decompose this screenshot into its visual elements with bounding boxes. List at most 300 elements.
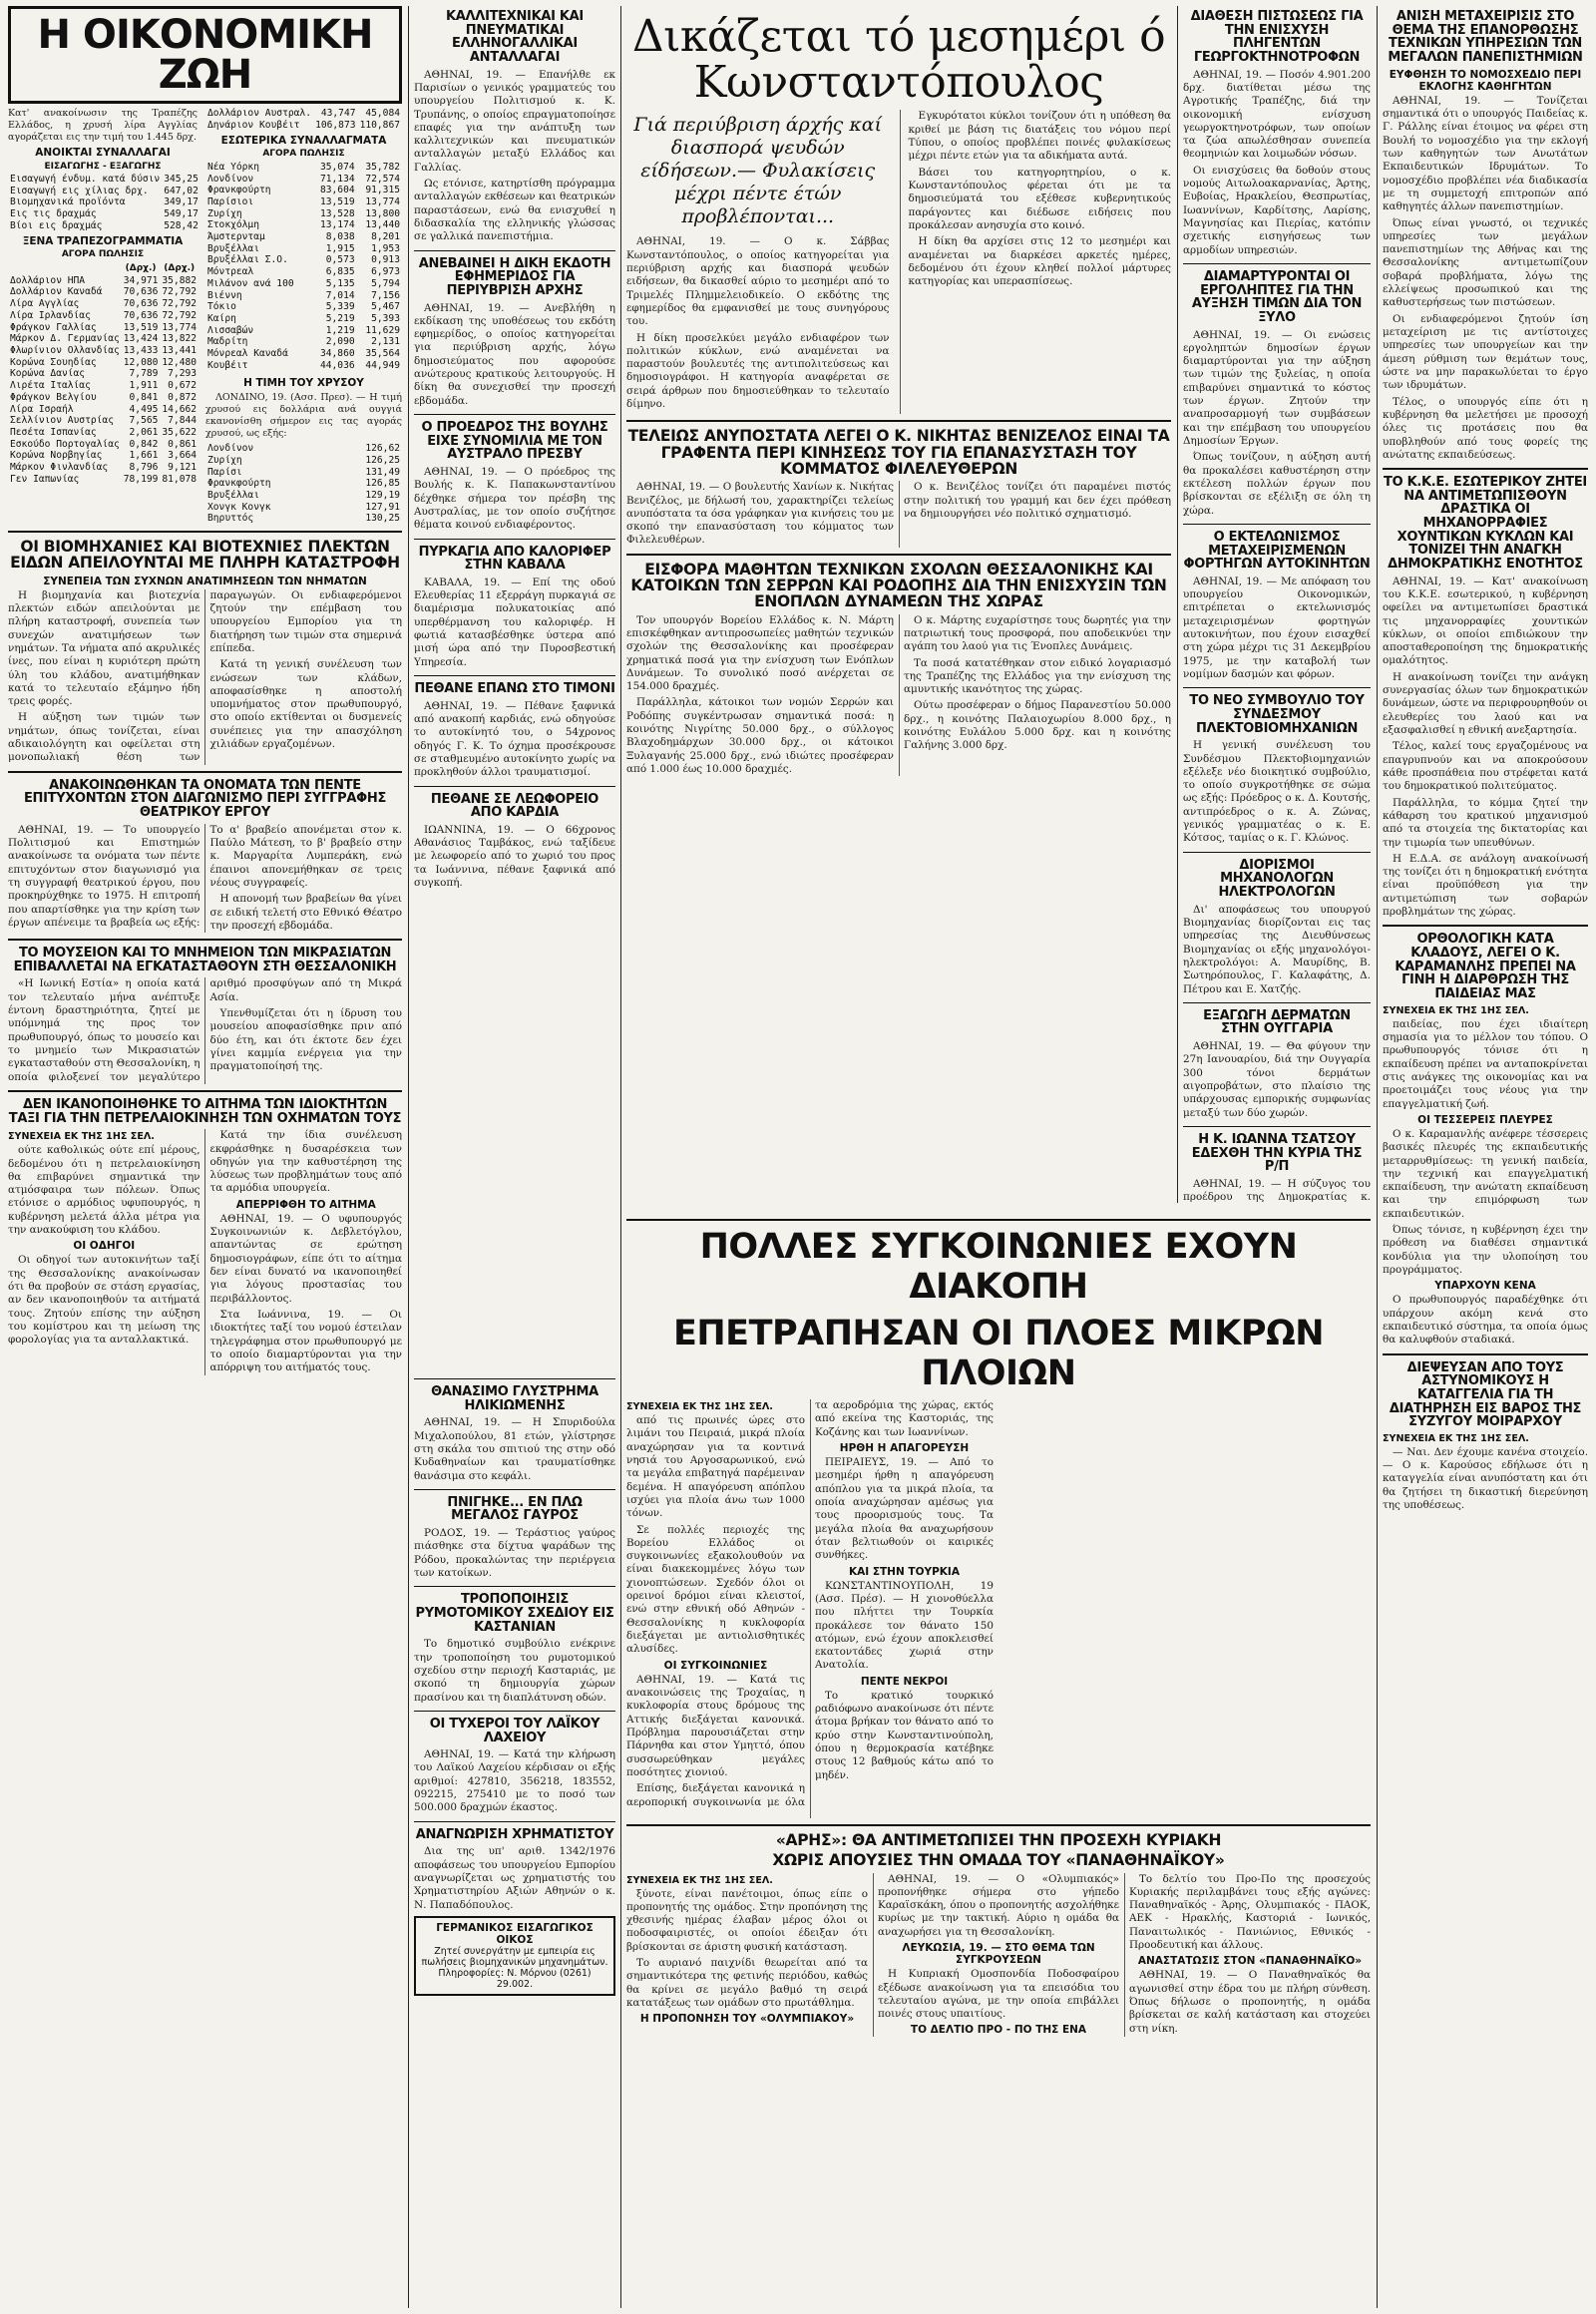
table-row [205, 219, 402, 231]
c4-a1-p2: Οι ενισχύσεις θα δοθούν στους νομούς Αιτωλοακαρνανίας, Άρτης, Ευβοίας, Ηρακλείου, Θεσπρωτίας, Ιωαννίνων, Καρδίτσης, Λαρίσης, Μαγνησίας και Πιερίας, κατόπιν σχετικής εισηγήσεως των αρμοδίων υπηρεσιών. [1183, 164, 1371, 256]
c1-a4-p2: Οι οδηγοί των αυτοκινήτων ταξί της Θεσσαλονίκης ανακοίνωσαν ότι θα προβούν σε στάση εργασίας, αν δεν ικανοποιηθούν τα αιτήματά τους. Ζητούν επίσης την αύξηση του κομίστρου και τη μείωση της φορολογίας για τα ανταλλακτικά. [8, 1254, 200, 1347]
advertisement-box [414, 1916, 615, 1996]
table-row [205, 185, 402, 196]
row-value: 72,574 [365, 173, 400, 185]
row-value: 12,080 [123, 356, 159, 368]
row-value: 126,25 [365, 454, 400, 466]
row-label: Μόντρεαλ [207, 266, 254, 278]
c5-a1-sub: ΕΥΦΘΗΣΗ ΤΟ ΝΟΜΟΣΧΕΔΙΟ ΠΕΡΙ ΕΚΛΟΓΗΣ ΚΑΘΗΓΗΤΩΝ [1389, 68, 1582, 93]
c5-a3-sub: ΟΙ ΤΕΣΣΕΡΕΙΣ ΠΛΕΥΡΕΣ [1417, 1113, 1553, 1126]
spread-sub2: ΗΡΘΗ Η ΑΠΑΓΟΡΕΥΣΗ [839, 1441, 970, 1454]
spread-p6: ΚΩΝΣΤΑΝΤΙΝΟΥΠΟΛΗ, 19 (Ασσ. Πρέσ). — Η χιονοθύελλα που πλήττει την Τουρκία προκάλεσε τον θάνατο 150 ατόμων, ενώ έχουν αποκλεισθεί εκατοντάδες χωριά στην Ανατολία. [815, 1579, 994, 1672]
row-label: Βηρυττός [207, 513, 254, 525]
spread-p5: ΠΕΙΡΑΙΕΥΣ, 19. — Από το μεσημέρι ήρθη η απαγόρευση απόπλου για τα μικρά πλοία, τα οποία αναχώρησαν αμέσως για τους προορισμούς τους. Τα μεγάλα πλοία θα αναχωρήσουν όταν βελτιωθούν οι καιρικές συνθήκες. [815, 1456, 994, 1562]
row-label: Παρίσιοι [207, 195, 254, 207]
c2-a11-p1: Δια της υπ' αριθ. 1342/1976 αποφάσεως του υπουργείου Εμπορίου αναγνωρίζεται ως χρηματιστής του Χρηματιστηρίου Αξιών Αθηνών ο κ. Ν. Παπαδόπουλος. [414, 1845, 615, 1911]
table-row [8, 474, 199, 486]
c4-a5-p1: Δι' αποφάσεως του υπουργού Βιομηχανίας διορίζονται εις τας υπηρεσίας της Διευθύνσεως Βιομηχανίας οι εξής μηχανολόγοι-ηλεκτρολόγοι: Α. Μαυρίδης, Β. Σωτηρόπουλος, Γ. Καλαφάτης, Δ. Πέτρου και Ε. Χατζής. [1183, 903, 1371, 995]
row-label: Δολλάριον ΗΠΑ [10, 274, 86, 286]
row-value: 0,913 [371, 254, 400, 266]
main-deck: Γιά περιύβριση άρχής καί διασπορά ψευδών είδήσεων.— Φυλακίσεις μέχρι πέντε έτών προβλέπονται... [633, 114, 883, 227]
row-value: 7,565 [129, 415, 159, 427]
c5-a3-p1: παιδείας, που έχει ιδιαίτερη σημασία για το μέλλον του τόπου. Ο πρωθυπουργός τόνισε ότι η εκπαίδευση πρέπει να ανταποκρίνεται στις ανάγκες της οικονομίας και να προετοιμάζει τους νέους για την επαγγελματική ζωή. [1383, 1017, 1588, 1110]
market-table-3 [205, 162, 402, 372]
c5-a2-title: ΤΟ Κ.Κ.Ε. ΕΣΩΤΕΡΙΚΟΥ ΖΗΤΕΙ ΝΑ ΑΝΤΙΜΕΤΩΠΙΣΘΟΥΝ ΔΡΑΣΤΙΚΑ ΟΙ ΜΗΧΑΝΟΡΡΑΦΙΕΣ ΧΟΥΝΤΙΚΩΝ ΚΥΚΛΩΝ ΚΑΙ ΤΟΝΙΖΕΙ ΤΗΝ ΑΝΑΓΚΗ ΔΗΜΟΚΡΑΤΙΚΗΣ ΕΝΟΤΗΤΟΣ [1384, 475, 1587, 572]
row-value: 71,134 [319, 173, 355, 185]
table-row [205, 478, 402, 490]
table-row [205, 467, 402, 479]
table-row [8, 404, 199, 416]
row-label: Παρίσι [207, 466, 242, 478]
c3-p1: ΑΘΗΝΑΙ, 19. — Ο κ. Σάββας Κωνσταντόπουλος, ο οποίος κατηγορείται για περιύβριση αρχής και διασπορά ψευδών ειδήσεων, θα δικασθεί αύριο το μεσημέρι από το Τριμελές Πλημμελειοδικείο. Ο εκδότης της εφημερίδος θα εμφανισθεί με τους συνηγόρους του. [626, 235, 890, 328]
market-section3-sub: ΑΓΟΡΑ ΠΩΛΗΣΙΣ [262, 149, 345, 160]
row-label: Εσκούδο Πορτογαλίας [10, 438, 120, 450]
c5-a1-title: ΑΝΙΣΗ ΜΕΤΑΧΕΙΡΙΣΙΣ ΣΤΟ ΘΕΜΑ ΤΗΣ ΕΠΑΝΟΡΘΩΣΗΣ ΤΕΧΝΙΚΩΝ ΥΠΗΡΕΣΙΩΝ ΤΩΝ ΜΕΓΑΛΩΝ ΠΑΝΕΠΙΣΤΗΜΙΩΝ [1388, 9, 1583, 65]
row-label: Άμστερνταμ [207, 231, 265, 243]
table-row [205, 443, 402, 455]
row-label: Λιρέτα Ιταλίας [10, 380, 91, 392]
c4-a6-p1: ΑΘΗΝΑΙ, 19. — Θα φύγουν την 27η Ιανουαρίου, διά την Ουγγαρία 300 τόνοι δερμάτων αιγοπροβάτων, στο πλαίσιο της υπάρχουσας εμπορικής συμφωνίας μεταξύ των δύο χωρών. [1183, 1040, 1371, 1119]
table-row [8, 322, 199, 334]
row-label: Μόνρεαλ Καναδά [207, 348, 288, 360]
c1-a1-p2: Η αύξηση των τιμών των νημάτων, όπως τονίζεται, είναι αδικαιολόγητη και οφείλεται στη μονοπωλιακή θέση των παραγωγών. Οι ενδιαφερόμενοι ζητούν την επέμβαση του υπουργείου Εμπορίου για τη διατήρηση των τιμών στα σημερινά επίπεδα. [8, 588, 402, 764]
c5-a2-p1: ΑΘΗΝΑΙ, 19. — Κατ' ανακοίνωση του Κ.Κ.Ε. εσωτερικού, η κυβέρνηση οφείλει να αντιμετωπίσει δραστικά τις μηχανορραφίες χουντικών κύκλων, οι οποίοι επιδιώκουν την αποσταθεροποίηση της δημοκρατικής ομαλότητος. [1383, 575, 1588, 667]
c1-a1-p1: Η βιομηχανία και βιοτεχνία πλεκτών ειδών απειλούνται με πλήρη καταστροφή, συνεπεία των συνεχών ανατιμήσεων των νημάτων. Τα νήματα από ακρυλικές ίνες, που είναι η κυριότερη πρώτη ύλη του κλάδου, ανατιμήθηκαν κατά το τελευταίο εξάμηνο ήδη τρεις φορές. [8, 588, 200, 708]
row-value: 2,090 [325, 336, 355, 348]
row-value: 9,121 [168, 462, 198, 474]
c3-a2-p2: Ο κ. Βενιζέλος τονίζει ότι παραμένει πιστός στην πολιτική του γραμμή και δεν έχει πρόθεση να δημιουργήσει νέο πολιτικό σχηματισμό. [904, 481, 1171, 520]
c3-p5: Η δίκη θα αρχίσει στις 12 το μεσημέρι και αναμένεται να διαρκέσει αρκετές ημέρες, δεδομένου ότι έχουν κληθεί πολλοί μάρτυρες κατηγορίας και υπερασπίσεως. [908, 235, 1171, 288]
row-value: 13,433 [123, 344, 159, 356]
sports-p2: Το αυριανό παιχνίδι θεωρείται από τα σημαντικότερα της φετινής περιόδου, καθώς θα κρίνει σε μεγάλο βαθμό τη σειρά κατατάξεως των ομάδων στο πρωτάθλημα. [626, 1957, 868, 2010]
row-value: 34,971 [123, 274, 159, 286]
c5-a2-p4: Παράλληλα, το κόμμα ζητεί την κάθαρση του κρατικού μηχανισμού από τα στοιχεία της δικτατορίας και την τιμωρία των υπευθύνων. [1383, 796, 1588, 849]
row-value: 5,339 [325, 301, 355, 313]
row-label: Νέα Υόρκη [207, 161, 259, 173]
c5-a1-p1: ΑΘΗΝΑΙ, 19. — Τονίζεται σημαντικά ότι ο υπουργός Παιδείας κ. Γ. Ράλλης είναι έτοιμος να φέρει στη Βουλή το νομοσχέδιο για την εκλογή των καθηγητών των Ανωτάτων Εκπαιδευτικών Ιδρυμάτων. Το νομοσχέδιο προβλέπει νέα διαδικασία με τη συμμετοχή επιτροπών από καθηγητές άλλων πανεπιστημίων. [1383, 94, 1588, 213]
row-value: 34,860 [319, 348, 355, 360]
row-label: Φρανκφούρτη [207, 185, 271, 196]
table-row [205, 231, 402, 243]
c5-a2-p3: Τέλος, καλεί τους εργαζομένους να επαγρυπνούν και να αποκρούσουν κάθε προσπάθεια που στρέφεται κατά του δημοκρατικού πολιτεύματος. [1383, 740, 1588, 793]
row-value: 13,774 [162, 321, 198, 333]
row-value: 35,564 [365, 348, 400, 360]
c4-a3-p1: ΑΘΗΝΑΙ, 19. — Με απόφαση του υπουργείου Οικονομικών, επιτρέπεται ο εκτελωνισμός μεταχειρισμένων φορτηγών αυτοκινήτων, που έχουν εισαχθεί στη χώρα μέχρι τις 31 Δεκεμβρίου 1975, με την καταβολή των νομίμων δασμών και φόρων. [1183, 575, 1371, 680]
sports-p4: Η Κυπριακή Ομοσπονδία Ποδοσφαίρου εξέδωσε ανακοίνωση για τα επεισόδια του τελευταίου αγώνα, με την οποία επιβάλλει ποινές στους υπαιτίους. [878, 1968, 1119, 2021]
table-row [205, 174, 402, 186]
row-value: 127,91 [365, 501, 400, 513]
table-row [205, 266, 402, 278]
row-label: Μάρκον Φινλανδίας [10, 462, 109, 474]
row-value: 130,25 [365, 513, 400, 525]
row-value: 81,078 [162, 473, 198, 485]
row-label: Φρανκφούρτη [207, 478, 271, 490]
table-row [205, 208, 402, 220]
table-row [205, 502, 402, 514]
c5-a1-p2: Όπως είναι γνωστό, οι τεχνικές υπηρεσίες των μεγάλων πανεπιστημίων της Αθήνας και της Θεσσαλονίκης αντιμετωπίζουν σοβαρά προβλήματα, λόγω της ελλείψεως προσωπικού και της καθυστερήσεως των πιστώσεων. [1383, 216, 1588, 309]
row-value: 13,440 [365, 219, 400, 231]
table-row [205, 455, 402, 467]
c2-a4-p1: ΚΑΒΑΛΑ, 19. — Επί της οδού Ελευθερίας 11 εξερράγη πυρκαγιά σε διαμέρισμα πολυκατοικίας από υπερθέρμανση του καλοριφέρ. Η φωτιά κατασβέσθηκε ύστερα από μισή ώρα από την Πυροσβεστική Υπηρεσία. [414, 576, 615, 668]
table-row [8, 380, 199, 392]
c2-a4-title: ΠΥΡΚΑΓΙΑ ΑΠΟ ΚΑΛΟΡΙΦΕΡ ΣΤΗΝ ΚΑΒΑΛΑ [418, 544, 611, 574]
c2-a7-title: ΘΑΝΑΣΙΜΟ ΓΛΥΣΤΡΗΜΑ ΗΛΙΚΙΩΜΕΝΗΣ [431, 1384, 598, 1413]
row-label: Φράγκον Γαλλίας [10, 321, 97, 333]
row-value: 78,199 [123, 473, 159, 485]
row-value: 0,872 [168, 391, 198, 403]
row-label: Βρυξέλλαι [207, 242, 259, 254]
row-value: 7,789 [129, 368, 159, 380]
c2-a8-p1: ΡΟΔΟΣ, 19. — Τεράστιος γαύρος πιάσθηκε στα δίχτυα ψαράδων της Ρόδου, προκαλώντας την περιέργεια των κατοίκων. [414, 1527, 615, 1580]
spread-p1: από τις πρωινές ώρες στο λιμάνι του Πειραιά, μικρά πλοία αναχώρησαν για τα κοντινά νησιά του Αργοσαρωνικού, ενώ τα μεγάλα επιβατηγά παρέμειναν δεμένα. Η απαγόρευση απόπλου ισχύει για πλοία άνω των 1000 τόνων. [626, 1414, 805, 1520]
c2-a11-title: ΑΝΑΓΝΩΡΙΣΗ ΧΡΗΜΑΤΙΣΤΟΥ [415, 1826, 614, 1842]
row-value: 1,915 [325, 242, 355, 254]
table-row [205, 360, 402, 372]
row-value: 35,782 [365, 161, 400, 173]
sports-headline-2: ΧΩΡΙΣ ΑΠΟΥΣΙΕΣ ΤΗΝ ΟΜΑΔΑ ΤΟΥ «ΠΑΝΑΘΗΝΑΪΚΟΥ» [772, 1851, 1225, 1870]
row-value: 72,792 [162, 298, 198, 310]
c5-a4-title: ΔΙΕΨΕΥΣΑΝ ΑΠΟ ΤΟΥΣ ΑΣΤΥΝΟΜΙΚΟΥΣ Η ΚΑΤΑΓΓΕΛΙΑ ΓΙΑ ΤΗ ΔΙΑΤΗΡΗΣΗ ΕΙΣ ΒΑΡΟΣ ΤΗΣ ΣΥΖΥΓΟΥ ΜΟΙΡΑΡΧΟΥ [1389, 1359, 1582, 1430]
c2-a8-title: ΠΝΙΓΗΚΕ... ΕΝ ΠΛΩ ΜΕΓΑΛΟΣ ΓΑΥΡΟΣ [447, 1494, 583, 1524]
spread-p3: ΑΘΗΝΑΙ, 19. — Κατά τις ανακοινώσεις της Τροχαίας, η κυκλοφορία στους δρόμους της Αττικής διεξάγεται κανονικά. Πρόβλημα παρουσιάζεται στην Πάρνηθα και στον Υμηττό, όπου συσσωρεύθηκαν μεγάλες ποσότητες χιονιού. [626, 1673, 805, 1778]
row-label: Βρυξέλλαι Σ.Ο. [207, 254, 288, 266]
row-label: Βιέννη [207, 289, 242, 301]
table-row [8, 450, 199, 462]
spread-region [626, 1213, 1371, 2308]
c2-a3-p1: ΑΘΗΝΑΙ, 19. — Ο πρόεδρος της Βουλής κ. Κ. Παπακωνσταντίνου δέχθηκε σήμερα τον πρέσβη της Αυστραλίας, με τον οποίο συζήτησε θέματα κοινού ενδιαφέροντος. [414, 465, 615, 532]
c1-a4-cont: ΣΥΝΕΧΕΙΑ ΕΚ ΤΗΣ 1ΗΣ ΣΕΛ. [8, 1131, 155, 1143]
c4-a6-title: ΕΞΑΓΩΓΗ ΔΕΡΜΑΤΩΝ ΣΤΗΝ ΟΥΓΓΑΡΙΑ [1203, 1007, 1351, 1037]
sports-p6: ΑΘΗΝΑΙ, 19. — Ο Παναθηναϊκός θα αγωνισθεί στην έδρα του με πλήρη σύνθεση. Όπως δήλωσε ο προπονητής, η ομάδα βρίσκεται σε καλή κατάσταση και στοχεύει στη νίκη. [1129, 1969, 1371, 2035]
sports-p1: ξύνοτε, είναι πανέτοιμοι, όπως είπε ο προπονητής της ομάδος. Στην προπόνηση της χθεσινής ημέρας έλαβαν μέρος όλοι οι ποδοσφαιριστές, οι οποίοι έδειξαν ότι βρίσκονται σε άριστη φυσική κατάσταση. [626, 1887, 868, 1953]
c3-a2-title: ΤΕΛΕΙΩΣ ΑΝΥΠΟΣΤΑΤΑ ΛΕΓΕΙ Ο Κ. ΝΙΚΗΤΑΣ ΒΕΝΙΖΕΛΟΣ ΕΙΝΑΙ ΤΑ ΓΡΑΦΕΝΤΑ ΠΕΡΙ ΚΙΝΗΣΕΩΣ ΤΟΥ ΓΙΑ ΕΠΑΝΑΣΥΣΤΑΣΗ ΤΟΥ ΚΟΜΜΑΤΟΣ ΦΙΛΕΛΕΥΘΕΡΩΝ [627, 427, 1170, 478]
row-value: 6,973 [371, 266, 400, 278]
row-value: 7,293 [168, 368, 198, 380]
sports-sub4: ΑΝΑΣΤΑΤΩΣΙΣ ΣΤΟΝ «ΠΑΝΑΘΗΝΑΪΚΟ» [1137, 1955, 1363, 1968]
table-row [205, 336, 402, 348]
table-row: Εις τις δραχμάς 549,17 [10, 207, 199, 219]
market-table-1 [8, 174, 200, 232]
c1-a1-title: ΟΙ ΒΙΟΜΗΧΑΝΙΕΣ ΚΑΙ ΒΙΟΤΕΧΝΙΕΣ ΠΛΕΚΤΩΝ ΕΙΔΩΝ ΑΠΕΙΛΟΥΝΤΑΙ ΜΕ ΠΛΗΡΗ ΚΑΤΑΣΤΡΟΦΗ [10, 538, 400, 573]
masthead-title: Η ΟΙΚΟΝΟΜΙΚΗ ΖΩΗ [8, 6, 402, 104]
market-section2-sub: ΑΓΟΡΑ ΠΩΛΗΣΙΣ [61, 249, 145, 260]
c1-a1-sub: ΣΥΝΕΠΕΙΑ ΤΩΝ ΣΥΧΝΩΝ ΑΝΑΤΙΜΗΣΕΩΝ ΤΩΝ ΝΗΜΑΤΩΝ [43, 575, 367, 587]
ad-title: ΓΕΡΜΑΝΙΚΟΣ ΕΙΣΑΓΩΓΙΚΟΣ ΟΙΚΟΣ [436, 1921, 594, 1946]
row-label: Μιλάνον ανά 100 [207, 277, 294, 289]
row-label: Λίρα Αγγλίας [10, 298, 80, 310]
row-label: Χονγκ Κονγκ [207, 501, 271, 513]
market-mid-table [205, 108, 402, 131]
row-value: 91,315 [365, 185, 400, 196]
row-value: 13,519 [123, 321, 159, 333]
row-label: Ζυρίχη [207, 454, 242, 466]
c4-a2-p1: ΑΘΗΝΑΙ, 19. — Οι ενώσεις εργοληπτών δημοσίων έργων διαμαρτύρονται για την αύξηση των τιμών της ξυλείας, η οποία επιβαρύνει σημαντικά το κόστος των έργων. Ζητούν την αναπροσαρμογή των συμβάσεων και την επέμβαση του υπουργείου Δημοσίων Έργων. [1183, 328, 1371, 447]
table-row [8, 275, 199, 287]
row-value: 35,882 [162, 274, 198, 286]
row-value: 1,911 [129, 380, 159, 392]
row-value: 70,636 [123, 309, 159, 321]
row-value: 5,219 [325, 312, 355, 324]
row-value: 44,036 [319, 359, 355, 371]
table-row: Βιομηχανικά προϊόντα 349,17 [10, 196, 199, 208]
row-value: 0,841 [129, 391, 159, 403]
c4-a4-title: ΤΟ ΝΕΟ ΣΥΜΒΟΥΛΙΟ ΤΟΥ ΣΥΝΔΕΣΜΟΥ ΠΛΕΚΤΟΒΙΟΜΗΧΑΝΙΩΝ [1189, 693, 1365, 736]
row-value: 7,014 [325, 289, 355, 301]
main-headline: Δικάζεται τό μεσημέρι ό Κωνσταντόπουλος [631, 11, 1166, 109]
row-label: Κορώνα Νορβηγίας [10, 450, 103, 462]
c1-a2-title: ΑΝΑΚΟΙΝΩΘΗΚΑΝ ΤΑ ΟΝΟΜΑΤΑ ΤΩΝ ΠΕΝΤΕ ΕΠΙΤΥΧΟΝΤΩΝ ΣΤΟΝ ΔΙΑΓΩΝΙΣΜΟ ΠΕΡΙ ΣΥΓΓΡΑΦΗΣ ΘΕΑΤΡΙΚΟΥ ΕΡΓΟΥ [23, 777, 387, 821]
row-value: 0,672 [168, 380, 198, 392]
row-value: 14,662 [162, 403, 198, 415]
table-row: Δολλάριον Αυστραλ. 43,747 45,084 [207, 108, 400, 119]
row-label: Καίρη [207, 312, 236, 324]
c2-a5-p1: ΑΘΗΝΑΙ, 19. — Πέθανε ξαφνικά από ανακοπή καρδιάς, ενώ οδηγούσε το αυτοκίνητό του, ο 54χρονος οδηγός Γ. Κ. Το όχημα προσέκρουσε σε σταθμευμένο αυτοκίνητο χωρίς να προκληθούν άλλοι τραυματισμοί. [414, 699, 615, 779]
row-label: Κορώνα Σουηδίας [10, 356, 97, 368]
row-value: 7,156 [371, 289, 400, 301]
row-value: 13,800 [365, 207, 400, 219]
c2-a1-title: ΚΑΛΛΙΤΕΧΝΙΚΑΙ ΚΑΙ ΠΝΕΥΜΑΤΙΚΑΙ ΕΛΛΗΝΟΓΑΛΛΙΚΑΙ ΑΝΤΑΛΛΑΓΑΙ [446, 9, 584, 65]
c5-a3-cont: ΣΥΝΕΧΕΙΑ ΕΚ ΤΗΣ 1ΗΣ ΣΕΛ. [1383, 1004, 1529, 1016]
row-value: 35,622 [162, 426, 198, 438]
spread-sub4: ΠΕΝΤΕ ΝΕΚΡΟΙ [860, 1675, 949, 1688]
row-label: Κορώνα Δανίας [10, 368, 86, 380]
c5-a1-p3: Οι ενδιαφερόμενοι ζητούν ίση μεταχείριση με τις αντίστοιχες υπηρεσίες των υπουργείων και την άμεση ρύθμιση των θεμάτων τους, ώστε να μην παρακωλύεται το έργο των ιδρυμάτων. [1383, 312, 1588, 392]
c3-a3-p3: Ο κ. Μάρτης ευχαρίστησε τους δωρητές για την πατριωτική τους προσφορά, που αποδεικνύει την αγάπη του λαού για τις Ένοπλες Δυνάμεις. [904, 613, 1171, 653]
c4-a7-p1: ΑΘΗΝΑΙ, 19. — Η σύζυγος του προέδρου της Δημοκρατίας κ. [1183, 1177, 1371, 1203]
column-4 [1183, 6, 1371, 1203]
c1-a2-p2: Η απονομή των βραβείων θα γίνει σε ειδική τελετή στο Εθνικό Θέατρο την προσεχή εβδομάδα. [209, 893, 402, 932]
c1-a4-sub2: ΑΠΕΡΡΙΦΘΗ ΤΟ ΑΙΤΗΜΑ [235, 1198, 376, 1211]
table-row [8, 368, 199, 380]
c1-a4-p1: ούτε καθολικώς ούτε επί μέρους, δεδομένου ότι η πετρελαιοκίνηση θα επιβαρύνει σημαντικά την ατμόσφαιρα των πόλεων. Όπως ετόνισε ο αρμόδιος υφυπουργός, η κυβέρνηση μελετά άλλα μέτρα για την ανακούφιση του κλάδου. [8, 1144, 200, 1237]
row-value: 0,861 [168, 438, 198, 450]
c5-a4-p1: — Ναι. Δεν έχουμε κανένα στοιχείο. — Ο κ. Καρούσος εδήλωσε ότι η καταγγελία είναι ανυπόστατη και ότι θα ζητήσει τη δικαστική διερεύνηση της υποθέσεως. [1383, 1445, 1588, 1512]
row-value: 13,174 [319, 219, 355, 231]
row-value: 1,661 [129, 450, 159, 462]
c2-a1-p2: Ως ετόνισε, κατηρτίσθη πρόγραμμα ανταλλαγών εκθέσεων και θεατρικών παραστάσεων, ενώ θα ενισχυθεί η διδασκαλία της ελληνικής γλώσσας σε γαλλικά πανεπιστήμια. [414, 178, 615, 243]
row-label: Σελλίνιον Αυστρίας [10, 415, 114, 427]
ad-text: Ζητεί συνεργάτην με εμπειρία εις πωλήσεις βιομηχανικών μηχανημάτων. Πληροφορίες: Ν. Μόρνου (0261) 29.002. [421, 1945, 608, 1990]
table-row [8, 392, 199, 404]
row-value: 72,792 [162, 286, 198, 298]
table-row [8, 298, 199, 310]
market-section2-title: ΞΕΝΑ ΤΡΑΠΕΖΟΓΡΑΜΜΑΤΙΑ [22, 235, 184, 248]
row-value: 13,424 [123, 333, 159, 345]
sports-headline-1: «ΑΡΗΣ»: ΘΑ ΑΝΤΙΜΕΤΩΠΙΣΕΙ ΤΗΝ ΠΡΟΣΕΧΗ ΚΥΡΙΑΚΗ [775, 1831, 1222, 1849]
table-row [8, 310, 199, 322]
gold-text: ΛΟΝΔΙΝΟ, 19. (Ασσ. Πρεσ). — Η τιμή χρυσού εις δολλάρια ανά ουγγιά εκανονίσθη σήμερον εις τας αγοράς χρυσού, ως εξής: [205, 391, 402, 439]
row-value: 83,604 [319, 185, 355, 196]
row-value: 72,792 [162, 309, 198, 321]
c3-a3-p5: Ούτω προσέφεραν ο δήμος Παρανεστίου 50.000 δρχ., η κοινότης Παλαιοχωρίου 8.000 δρχ., η κοινότης Ευλάλου 5.000 δρχ. και η κοινότης Γαλήνης 3.000 δρχ. [904, 699, 1171, 752]
table-row [205, 348, 402, 360]
c1-a4-p3: Κατά την ίδια συνέλευση εκφράσθηκε η δυσαρέσκεια των οδηγών για την καθυστέρηση της λύσεως των προβλημάτων τους από τα αρμόδια υπουργεία. [209, 1129, 402, 1195]
table-row [205, 290, 402, 302]
c5-a3-p4: Ο πρωθυπουργός παραδέχθηκε ότι υπάρχουν ακόμη κενά στο εκπαιδευτικό σύστημα, τα οποία όμως θα καλυφθούν σταδιακά. [1383, 1294, 1588, 1347]
market-table-2 [8, 262, 199, 486]
c3-a3-p4: Τα ποσά κατατέθηκαν στον ειδικό λογαριασμό της Τραπέζης της Ελλάδος για την ενίσχυση της αμυντικής ικανότητος της χώρας. [904, 656, 1171, 696]
table-row [8, 357, 199, 369]
row-value: 5,135 [325, 277, 355, 289]
c2-a10-title: ΟΙ ΤΥΧΕΡΟΙ ΤΟΥ ΛΑΪΚΟΥ ΛΑΧΕΙΟΥ [429, 1716, 600, 1745]
table-row [8, 462, 199, 474]
c2-a10-p1: ΑΘΗΝΑΙ, 19. — Κατά την κλήρωση του Λαϊκού Λαχείου κέρδισαν οι εξής αριθμοί: 427810, 356218, 183552, 092215, 275410 με το ποσό των 500.000 δραχμών έκαστος. [414, 1748, 615, 1814]
c4-a5-title: ΔΙΟΡΙΣΜΟΙ ΜΗΧΑΝΟΛΟΓΩΝ ΗΛΕΚΤΡΟΛΟΓΩΝ [1218, 857, 1336, 900]
row-value: 126,85 [365, 478, 400, 490]
row-value: 5,794 [371, 277, 400, 289]
market-section1-sub: ΕΙΣΑΓΩΓΗΣ - ΕΞΑΓΩΓΗΣ [44, 161, 162, 172]
spread-headline-2: ΕΠΕΤΡΑΠΗΣΑΝ ΟΙ ΠΛΟΕΣ ΜΙΚΡΩΝ ΠΛΟΙΩΝ [672, 1313, 1325, 1393]
newspaper-page [8, 6, 1588, 2308]
c2-a6-title: ΠΕΘΑΝΕ ΣΕ ΛΕΩΦΟΡΕΙΟ ΑΠΟ ΚΑΡΔΙΑ [430, 791, 599, 821]
table-row [8, 345, 199, 357]
sports-p5: Το δελτίο του Προ-Πο της προσεχούς Κυριακής περιλαμβάνει τους εξής αγώνες: Παναθηναϊκός - Άρης, Ολυμπιακός - ΠΑΟΚ, ΑΕΚ - Ηρακλής, Καστοριά - Ιωνικός, Παναιτωλικός - Πανιώνιος, Εθνικός - Προοδευτική και άλλους. [1129, 1872, 1371, 1952]
row-value: 13,774 [365, 195, 400, 207]
row-value: 8,038 [325, 231, 355, 243]
row-value: 12,480 [162, 356, 198, 368]
row-value: 13,822 [162, 333, 198, 345]
table-row [8, 427, 199, 439]
c1-a3-title: ΤΟ ΜΟΥΣΕΙΟΝ ΚΑΙ ΤΟ ΜΝΗΜΕΙΟΝ ΤΩΝ ΜΙΚΡΑΣΙΑΤΩΝ ΕΠΙΒΑΛΛΕΤΑΙ ΝΑ ΕΓΚΑΤΑΣΤΑΘΟΥΝ ΣΤΗ ΘΕΣΣΑΛΟΝΙΚΗ [13, 946, 397, 974]
sports-cont: ΣΥΝΕΧΕΙΑ ΕΚ ΤΗΣ 1ΗΣ ΣΕΛ. [626, 1874, 773, 1886]
gold-table [205, 443, 402, 525]
row-label: Δολλάριον Καναδά [10, 286, 103, 298]
row-value: 11,629 [365, 324, 400, 336]
column-2-lower [414, 1372, 615, 2308]
column-2 [414, 6, 615, 1372]
row-value: 126,62 [365, 443, 400, 455]
row-label: Γεν Ιαπωνίας [10, 473, 80, 485]
c1-a4-p4: ΑΘΗΝΑΙ, 19. — Ο υφυπουργός Συγκοινωνιών κ. Δεβλετόγλου, απαντώντας σε ερώτηση δημοσιογράφων, είπε ότι το αίτημα δεν είναι δυνατό να ικανοποιηθεί για λόγους προστασίας του περιβάλλοντος. [209, 1212, 402, 1305]
market-section3-title: ΕΣΩΤΕΡΙΚΑ ΣΥΝΑΛΛΑΓΜΑΤΑ [220, 135, 387, 148]
c5-a3-p3: Όπως τόνισε, η κυβέρνηση έχει την πρόθεση να διαθέσει σημαντικά κονδύλια για την υλοποίηση του προγράμματος. [1383, 1224, 1588, 1276]
row-value: 1,953 [371, 242, 400, 254]
c5-a3-sub2: ΥΠΑΡΧΟΥΝ ΚΕΝΑ [1434, 1280, 1536, 1293]
row-value: 7,844 [168, 415, 198, 427]
c4-a7-title: Η Κ. ΙΩΑΝΝΑ ΤΣΑΤΣΟΥ ΕΔΕΧΘΗ ΤΗΝ ΚΥΡΙΑ ΤΗΣ Ρ/Π [1191, 1131, 1363, 1175]
sports-p3: ΑΘΗΝΑΙ, 19. — Ο «Ολυμπιακός» προπονήθηκε σήμερα στο γήπεδο Καραϊσκάκη, όπου ο προπονητής ασχολήθηκε κυρίως με την τακτική. Αύριο η ομάδα θα αναχωρήσει για τη Θεσσαλονίκη. [878, 1872, 1119, 1938]
row-label: Βρυξέλλαι [207, 489, 259, 501]
masthead-intro: Κατ' ανακοίνωσιν της Τραπέζης Ελλάδος, η χρυσή λίρα Αγγλίας αγοράζεται εις την τιμή του 1.445 δρχ. [8, 108, 198, 144]
c5-a1-p4: Τέλος, ο υπουργός είπε ότι η κυβέρνηση θα μελετήσει με προσοχή όλες τις προτάσεις που θα υποβληθούν από τους φορείς της ανώτατης εκπαιδεύσεως. [1383, 395, 1588, 461]
market-section1-title: ΑΝΟΙΚΤΑΙ ΣΥΝΑΛΛΑΓΑΙ [35, 147, 171, 160]
c3-p4: Βάσει του κατηγορητηρίου, ο κ. Κωνσταντόπουλος φέρεται ότι με τα δημοσιεύματά του εξέθεσε κυβερνητικούς παράγοντες και διέδωσε ειδήσεις που προκάλεσαν ανησυχία στο κοινό. [908, 166, 1171, 231]
c4-a2-p2: Όπως τονίζουν, η αύξηση αυτή θα προκαλέσει καθυστέρηση στην εκτέλεση πολλών έργων που βρίσκονται σε εξέλιξη σε όλη τη χώρα. [1183, 451, 1371, 517]
table-row [205, 243, 402, 255]
sports-sub3: ΤΟ ΔΕΛΤΙΟ ΠΡΟ - ΠΟ ΤΗΣ ΕΝΑ [910, 2024, 1087, 2037]
table-row [205, 301, 402, 313]
c2-a2-p1: ΑΘΗΝΑΙ, 19. — Ανεβλήθη η εκδίκαση της υποθέσεως του εκδότη εφημερίδος, ο οποίος κατηγορείται για περιύβριση αρχής, λόγω δημοσιεύματος που αφορούσε ανώτερους κρατικούς λειτουργούς. Η δίκη θα συνεχισθεί την προσεχή εβδομάδα. [414, 301, 615, 407]
spread-p7: Το κρατικό τουρκικό ραδιόφωνο ανακοίνωσε ότι πέντε άτομα βρήκαν τον θάνατο από το κρύο στην Κωνσταντινούπολη, όπου η θερμοκρασία κατέβηκε στους 12 βαθμούς κάτω από το μηδέν. [815, 1689, 994, 1781]
row-value: 3,664 [168, 450, 198, 462]
c5-a2-p5: Η Ε.Δ.Α. σε ανάλογη ανακοίνωσή της τονίζει ότι η δημοκρατική ενότητα είναι προϋπόθεση για την αντιμετώπιση των σοβαρών προβλημάτων της χώρας. [1383, 852, 1588, 919]
row-value: 129,19 [365, 489, 400, 501]
table-row [205, 278, 402, 290]
spread-p4: Επίσης, διεξάγεται κανονικά η αεροπορική συγκοινωνία με όλα τα αεροδρόμια της χώρας, εκτός από εκείνα της Καστοριάς, της Κοζάνης και των Ιωαννίνων. [626, 1399, 994, 1808]
table-row [8, 415, 199, 427]
c4-a1-p1: ΑΘΗΝΑΙ, 19. — Ποσόν 4.901.200 δρχ. διατίθεται μέσω της Αγροτικής Τραπέζης, διά την οικονομική ενίσχυση γεωργοκτηνοτρόφων, των οποίων τα ζώα απωλέσθησαν συνεπεία θεομηνιών και λοιμωδών νόσων. [1183, 68, 1371, 161]
row-value: 35,074 [319, 161, 355, 173]
c1-a4-title: ΔΕΝ ΙΚΑΝΟΠΟΙΗΘΗΚΕ ΤΟ ΑΙΤΗΜΑ ΤΩΝ ΙΔΙΟΚΤΗΤΩΝ ΤΑΞΙ ΓΙΑ ΤΗΝ ΠΕΤΡΕΛΑΙΟΚΙΝΗΣΗ ΤΩΝ ΟΧΗΜΑΤΩΝ ΤΟΥΣ [8, 1096, 402, 1126]
c2-a9-p1: Το δημοτικό συμβούλιο ενέκρινε την τροποποίηση του ρυμοτομικού σχεδίου στην περιοχή Κασταριάς, με σκοπό τη δημιουργία χώρων πρασίνου και τη διαπλάτυνση οδών. [414, 1638, 615, 1704]
row-label: Μαδρίτη [207, 336, 248, 348]
column-3 [626, 6, 1171, 1203]
row-label: Λισσαβών [207, 324, 254, 336]
c3-a3-p1: Τον υπουργόν Βορείου Ελλάδος κ. Ν. Μάρτη επισκέφθηκαν αντιπροσωπείες μαθητών τεχνικών σχολών της Θεσσαλονίκης και προσέφεραν χρηματικά ποσά για την ενίσχυση των Ενόπλων Δυνάμεων. Το συνολικό ποσό ανέρχεται σε 154.000 δραχμές. [626, 613, 894, 693]
c3-a3-title: ΕΙΣΦΟΡΑ ΜΑΘΗΤΩΝ ΤΕΧΝΙΚΩΝ ΣΧΟΛΩΝ ΘΕΣΣΑΛΟΝΙΚΗΣ ΚΑΙ ΚΑΤΟΙΚΩΝ ΤΩΝ ΣΕΡΡΩΝ ΚΑΙ ΡΟΔΟΠΗΣ ΔΙΑ ΤΗΝ ΕΝΙΣΧΥΣΙΝ ΤΩΝ ΕΝΟΠΛΩΝ ΔΥΝΑΜΕΩΝ ΤΗΣ ΧΩΡΑΣ [630, 560, 1167, 611]
c2-a6-p1: ΙΩΑΝΝΙΝΑ, 19. — Ο 66χρονος Αθανάσιος Ταμβάκος, ενώ ταξίδευε με λεωφορείο από το χωριό του προς τα Ιωάννινα, πέθανε ξαφνικά από συγκοπή. [414, 823, 615, 890]
row-label: Ζυρίχη [207, 207, 242, 219]
c2-a3-title: Ο ΠΡΟΕΔΡΟΣ ΤΗΣ ΒΟΥΛΗΣ ΕΙΧΕ ΣΥΝΟΜΙΛΙΑ ΜΕ ΤΟΝ ΑΥΣΤΡΑΛΟ ΠΡΕΣΒΥ [421, 420, 608, 463]
c3-a2-p1: ΑΘΗΝΑΙ, 19. — Ο βουλευτής Χανίων κ. Νικήτας Βενιζέλος, με δήλωσή του, χαρακτηρίζει τελείως ανυπόστατα τα όσα γράφηκαν για κινήσεις του με σκοπό την επανασύσταση του κόμματος των Φιλελευθέρων. [626, 481, 894, 547]
table-row: Εισαγωγή ένδυμ. κατά δύσιν 345,25 [10, 173, 199, 185]
row-value: 6,835 [325, 266, 355, 278]
spread-cont: ΣΥΝΕΧΕΙΑ ΕΚ ΤΗΣ 1ΗΣ ΣΕΛ. [626, 1401, 773, 1412]
c4-a3-title: Ο ΕΚΤΕΛΩΝΙΣΜΟΣ ΜΕΤΑΧΕΙΡΙΣΜΕΝΩΝ ΦΟΡΤΗΓΩΝ ΑΥΤΟΚΙΝΗΤΩΝ [1183, 529, 1371, 573]
c1-a4-p5: Στα Ιωάννινα, 19. — Οι ιδιοκτήτες ταξί του νομού έστειλαν τηλεγράφημα στον πρωθυπουργό με το οποίο διαμαρτύρονται για την απόρριψη του αιτήματός τους. [209, 1309, 402, 1374]
table-row [205, 254, 402, 266]
table-row [205, 162, 402, 174]
c3-p3: Εγκυρότατοι κύκλοι τονίζουν ότι η υπόθεση θα κριθεί με βάση τις διατάξεις του νόμου περί Τύπου, ο οποίος προβλέπει ποινές φυλακίσεως μέχρι πέντε ετών για τα αδικήματα αυτά. [908, 110, 1171, 163]
c2-a5-title: ΠΕΘΑΝΕ ΕΠΑΝΩ ΣΤΟ ΤΙΜΟΝΙ [414, 681, 615, 696]
c3-a3-p2: Παράλληλα, κάτοικοι των νομών Σερρών και Ροδόπης συγκέντρωσαν σημαντικά ποσά: η κοινότης Νιγρίτης 50.000 δρχ., ο σύλλογος Βλαχοδημάρχων 30.000 δρχ., οι κάτοικοι Ξυλαγανής 25.000 δρχ., ενώ ιδιώτες προσέφεραν από 1.000 έως 10.000 δραχμές. [626, 696, 894, 776]
table-row [205, 196, 402, 208]
table-row: Δηνάριον Κουβέιτ 106,873 110,867 [207, 119, 400, 131]
row-value: 131,49 [365, 466, 400, 478]
row-label: Λονδίνον [207, 173, 254, 185]
c2-a7-p1: ΑΘΗΝΑΙ, 19. — Η Σπυριδούλα Μιχαλοπούλου, 81 ετών, γλίστρησε στη σκάλα του σπιτιού της στην οδό Κυδαθηναίων και τραυματίσθηκε θανάσιμα στο κεφάλι. [414, 1416, 615, 1482]
c2-a9-title: ΤΡΟΠΟΠΟΙΗΣΙΣ ΡΥΜΟΤΟΜΙΚΟΥ ΣΧΕΔΙΟΥ ΕΙΣ ΚΑΣΤΑΝΙΑΝ [415, 1592, 614, 1635]
sports-sub1: Η ΠΡΟΠΟΝΗΣΗ ΤΟΥ «ΟΛΥΜΠΙΑΚΟΥ» [639, 2013, 855, 2026]
table-row [205, 490, 402, 502]
row-value: 8,201 [371, 231, 400, 243]
c1-a1-p3: Κατά τη γενική συνέλευση των ενώσεων των κλάδων, αποφασίσθηκε η αποστολή υπομνήματος στον πρωθυπουργό, στο οποίο εκτίθενται οι δυσμενείς συνέπειες για την απασχόληση χιλιάδων εργαζομένων. [209, 658, 402, 751]
c5-a4-cont: ΣΥΝΕΧΕΙΑ ΕΚ ΤΗΣ 1ΗΣ ΣΕΛ. [1383, 1432, 1529, 1444]
row-label: Φράγκον Βελγίου [10, 391, 97, 403]
spread-sub3: ΚΑΙ ΣΤΗΝ ΤΟΥΡΚΙΑ [849, 1565, 960, 1578]
spread-sub1: ΟΙ ΣΥΓΚΟΙΝΩΝΙΕΣ [663, 1659, 768, 1672]
row-label: Τόκιο [207, 301, 236, 313]
c2-a2-title: ΑΝΕΒΑΙΝΕΙ Η ΔΙΚΗ ΕΚΔΟΤΗ ΕΦΗΜΕΡΙΔΟΣ ΓΙΑ ΠΕΡΙΥΒΡΙΣΗ ΑΡΧΗΣ [418, 255, 611, 298]
column-5 [1383, 6, 1588, 2308]
row-label: Στοκχόλμη [207, 219, 259, 231]
table-row [8, 333, 199, 345]
table-row [205, 513, 402, 525]
c1-a4-sub1: ΟΙ ΟΔΗΓΟΙ [73, 1240, 136, 1253]
c3-p2: Η δίκη προσελκύει μεγάλο ενδιαφέρον των πολιτικών κύκλων, ενώ αναμένεται να παραστούν βουλευτές της αντιπολιτεύσεως και δημοσιογράφοι. Η κατηγορία αναφέρεται σε σειρά άρθρων που δημοσιεύθηκαν το τελευταίο δίμηνο. [626, 331, 890, 411]
sports-sub2: ΛΕΥΚΩΣΙΑ, 19. — ΣΤΟ ΘΕΜΑ ΤΩΝ ΣΥΓΚΡΟΥΣΕΩΝ [902, 1942, 1095, 1967]
row-label: Πεσέτα Ισπανίας [10, 426, 97, 438]
row-value: 2,131 [371, 336, 400, 348]
c4-a4-p1: Η γενική συνέλευση του Συνδέσμου Πλεκτοβιομηχανιών εξέλεξε νέο διοικητικό συμβούλιο, το οποίο συγκροτήθηκε σε σώμα ως εξής: Πρόεδρος ο κ. Δ. Κουτσής, αντιπρόεδρος ο κ. Α. Ζώνας, γενικός γραμματέας ο κ. Ε. Κότσος, ταμίας ο κ. Γ. Κλώνος. [1183, 739, 1371, 845]
table-row: Βίοι εις δραχμάς 528,42 [10, 219, 199, 231]
c5-a3-p2: Ο κ. Καραμανλής ανέφερε τέσσερεις βασικές πλευρές της εκπαιδευτικής μεταρρυθμίσεως: τη γενική παιδεία, την τεχνική και επαγγελματική εκπαίδευση, την ανώτατη εκπαίδευση και την επιμόρφωση των εκπαιδευτικών. [1383, 1127, 1588, 1220]
column-1 [8, 6, 402, 2308]
row-value: 2,061 [129, 426, 159, 438]
spread-headline-1: ΠΟΛΛΕΣ ΣΥΓΚΟΙΝΩΝΙΕΣ ΕΧΟΥΝ ΔΙΑΚΟΠΗ [699, 1227, 1298, 1308]
row-value: 8,796 [129, 462, 159, 474]
row-label: Λονδίνον [207, 443, 254, 455]
row-value: 4,495 [129, 403, 159, 415]
row-value: 5,467 [371, 301, 400, 313]
table-header-row: (Δρχ.) (Δρχ.) [125, 262, 196, 273]
row-value: 13,519 [319, 195, 355, 207]
row-value: 13,528 [319, 207, 355, 219]
row-value: 70,636 [123, 286, 159, 298]
gold-title: Η ΤΙΜΗ ΤΟΥ ΧΡΥΣΟΥ [243, 377, 364, 390]
table-row [205, 313, 402, 325]
row-label: Λίρα Ιρλανδίας [10, 309, 91, 321]
